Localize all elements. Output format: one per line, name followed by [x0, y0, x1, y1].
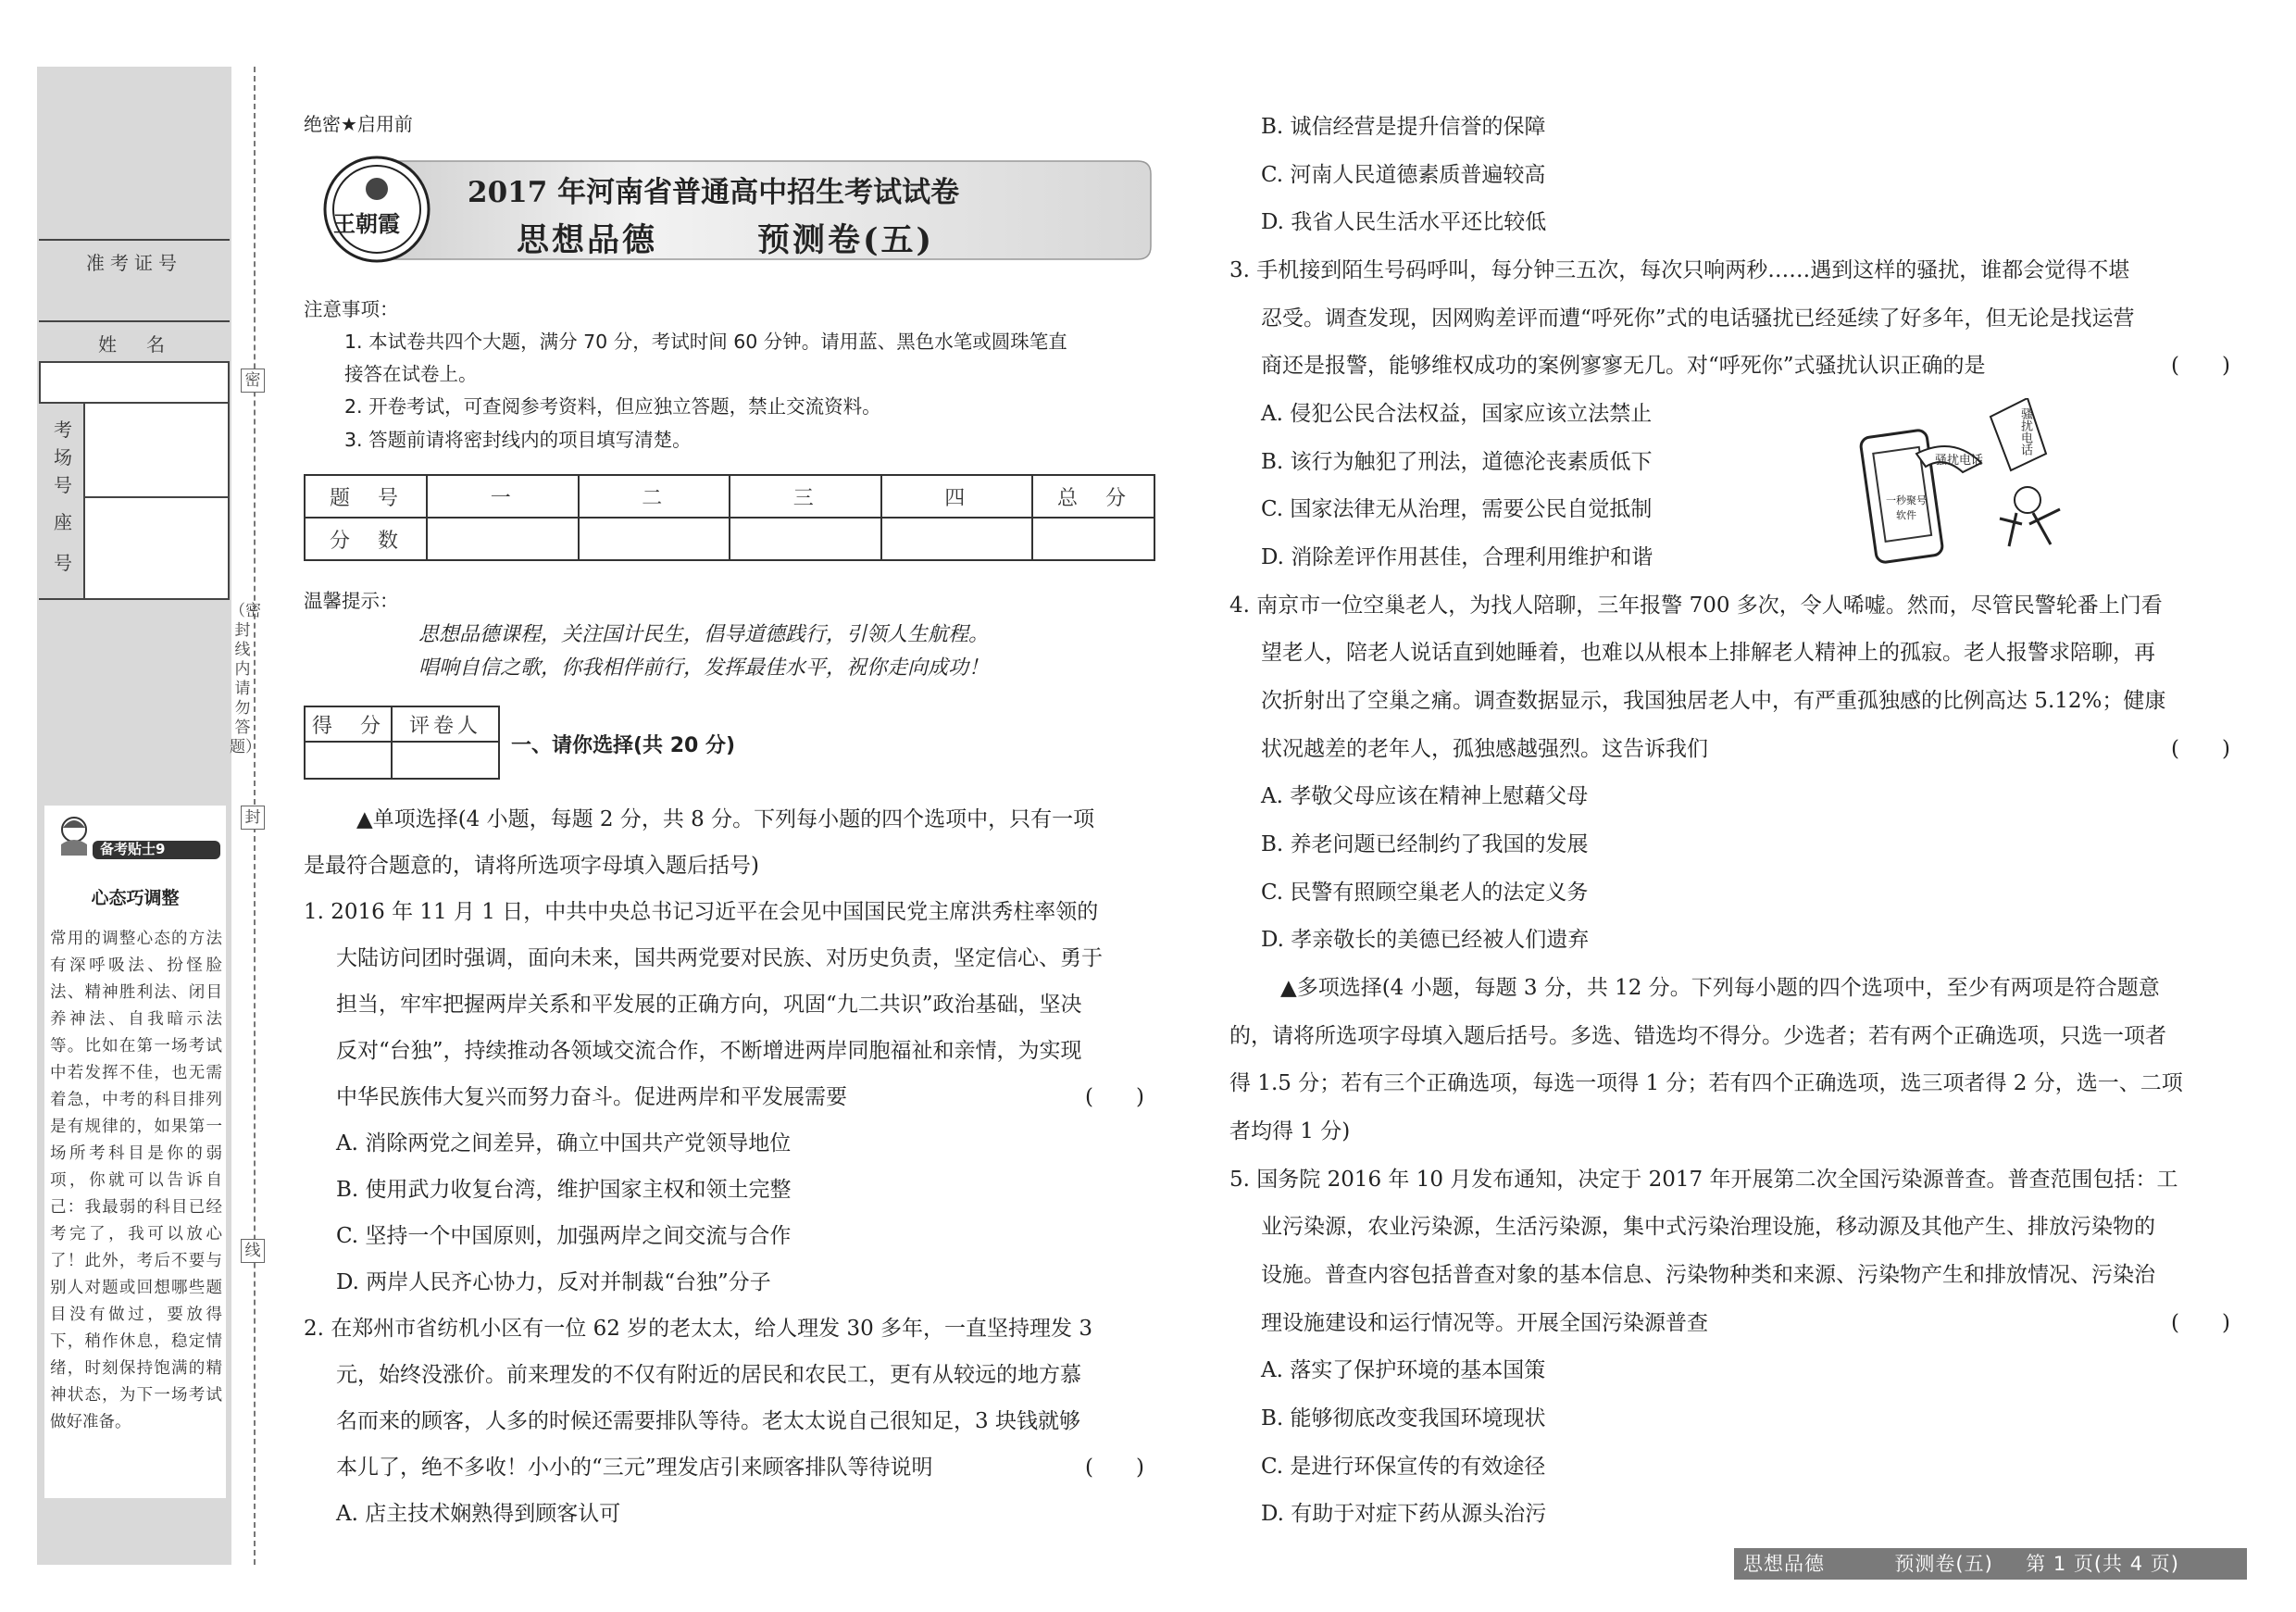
q5-answer-paren[interactable]: ( )	[2171, 1311, 2230, 1335]
cartoon-label-3: 一秒聚号软件	[1886, 494, 1927, 521]
score-table-header: 题 号	[305, 475, 427, 518]
q2-line-1: 2. 在郑州市省纺机小区有一位 62 岁的老太太，给人理发 30 多年，一直坚持理发 3	[304, 1317, 1092, 1341]
score-cell[interactable]	[579, 518, 730, 560]
q1-line-5: 中华民族伟大复兴而努力奋斗。促进两岸和平发展需要	[336, 1085, 847, 1109]
multi-choice-intro-2: 的，请将所选项字母填入题后括号。多选、错选均不得分。少选者；若有两个正确选项，只选一项者	[1229, 1024, 2166, 1048]
tip-title: 心态巧调整	[91, 888, 180, 908]
q4-line-4: 状况越差的老年人，孤独感越强烈。这告诉我们	[1261, 737, 1708, 761]
q4-answer-paren[interactable]: ( )	[2171, 737, 2230, 761]
q1-option-c: C. 坚持一个中国原则，加强两岸之间交流与合作	[336, 1224, 792, 1248]
tip-text: 常用的调整心态的方法有深呼吸法、扮怪脸法、精神胜利法、闭目养神法、自我暗示法等。比如在第一场考试中若发挥不佳，也无需着急，中考的科目排列是有规律的，如果第一场所考科目是你的弱项，你就可以告诉自己：我最弱的科目已经考完了，我可以放心了！此外，考后不要与别人对题或回想哪些题目没有做过，要放得下，稍作休息，稳定情绪，时刻保持饱满的精神状态，为下一场考试做好准备。	[50, 930, 222, 1431]
q3-line-1: 3. 手机接到陌生号码呼叫，每分钟三五次，每次只响两秒……遇到这样的骚扰，谁都会觉得不堪	[1229, 258, 2130, 282]
notice-item-2: 2. 开卷考试，可查阅参考资料，但应独立答题，禁止交流资料。	[344, 395, 881, 418]
single-choice-intro-2: 是最符合题意的，请将所选项字母填入题后括号)	[304, 854, 759, 878]
q2-option-c: C. 河南人民道德素质普遍较高	[1261, 163, 1546, 187]
q5-option-a: A. 落实了保护环境的基本国策	[1261, 1358, 1546, 1382]
section-1-title: 一、请你选择(共 20 分)	[511, 734, 736, 757]
exam-no-field[interactable]	[41, 281, 228, 319]
name-label: 姓 名	[98, 333, 170, 356]
score-cell[interactable]	[881, 518, 1033, 560]
q1-line-4: 反对“台独”，持续推动各领域交流合作，不断增进两岸同胞福祉和亲情，为实现	[336, 1039, 1082, 1063]
q4-line-1: 4. 南京市一位空巢老人，为找人陪聊，三年报警 700 多次，令人唏嘘。然而，尽管民警轮番上门看	[1229, 594, 2163, 618]
grader-label: 评卷人	[392, 706, 499, 742]
q2-option-b: B. 诚信经营是提升信誉的保障	[1261, 115, 1546, 139]
room-field[interactable]	[85, 406, 228, 494]
q1-option-a: A. 消除两党之间差异，确立中国共产党领导地位	[336, 1131, 792, 1156]
q4-option-b: B. 养老问题已经制约了我国的发展	[1261, 832, 1589, 856]
grader-score-cell[interactable]	[305, 742, 392, 779]
seal-char-feng: 封	[241, 806, 265, 830]
q4-option-a: A. 孝敬父母应该在精神上慰藉父母	[1261, 784, 1589, 808]
score-row-label: 分 数	[305, 518, 427, 560]
single-choice-intro: ▲单项选择(4 小题，每题 2 分，共 8 分。下列每小题的四个选项中，只有一项	[356, 807, 1095, 831]
reminder-line-2: 唱响自信之歌，你我相伴前行，发挥最佳水平，祝你走向成功！	[418, 656, 990, 680]
q4-line-3: 次折射出了空巢之痛。调查数据显示，我国独居老人中，有严重孤独感的比例高达 5.12%；健康	[1261, 689, 2166, 713]
cartoon-label-1: 骚扰电话	[2018, 407, 2032, 456]
seat-label-2: 号	[54, 552, 72, 574]
q5-line-4: 理设施建设和运行情况等。开展全国污染源普查	[1261, 1311, 1708, 1335]
q5-option-b: B. 能够彻底改变我国环境现状	[1261, 1406, 1546, 1431]
q1-line-2: 大陆访问团时强调，面向未来，国共两党要对民族、对历史负责，坚定信心、勇于	[336, 946, 1103, 970]
room-label-2: 场	[54, 446, 72, 469]
q2-answer-paren[interactable]: ( )	[1085, 1456, 1144, 1480]
q2-line-2: 元，始终没涨价。前来理发的不仅有附近的居民和农民工，更有从较远的地方慕	[336, 1363, 1081, 1387]
q3-option-c: C. 国家法律无从治理，需要公民自觉抵制	[1261, 497, 1653, 521]
footer-paper: 预测卷(五)	[1894, 1553, 1993, 1575]
q3-line-3: 商还是报警，能够维权成功的案例寥寥无几。对“呼死你”式骚扰认识正确的是	[1261, 354, 1986, 378]
exam-no-label: 准考证号	[86, 252, 182, 274]
room-label-1: 考	[54, 419, 72, 441]
q2-line-4: 本儿了，绝不多收！小小的“三元”理发店引来顾客排队等待说明	[336, 1456, 933, 1480]
seat-field[interactable]	[85, 498, 228, 596]
notice-item-1: 1. 本试卷共四个大题，满分 70 分，考试时间 60 分钟。请用蓝、黑色水笔或圆珠笔直	[344, 331, 1067, 353]
q1-option-b: B. 使用武力收复台湾，维护国家主权和领土完整	[336, 1178, 792, 1202]
phone-harassment-cartoon	[1852, 398, 2083, 565]
footer-subject: 思想品德	[1743, 1553, 1825, 1575]
q1-answer-paren[interactable]: ( )	[1085, 1085, 1144, 1109]
notice-item-3: 3. 答题前请将密封线内的项目填写清楚。	[344, 429, 692, 451]
reminder-line-1: 思想品德课程，关注国计民生，倡导道德践行，引领人生航程。	[418, 623, 990, 646]
notice-heading: 注意事项：	[304, 298, 399, 320]
q4-option-d: D. 孝亲敬长的美德已经被人们遗弃	[1261, 928, 1590, 952]
score-table-header: 一	[427, 475, 579, 518]
grader-table	[304, 706, 500, 780]
multi-choice-intro-3: 得 1.5 分；若有三个正确选项，每选一项得 1 分；若有四个正确选项，选三项者得 2 分，选一、二项	[1229, 1071, 2183, 1095]
q2-option-d: D. 我省人民生活水平还比较低	[1261, 210, 1547, 234]
q4-option-c: C. 民警有照顾空巢老人的法定义务	[1261, 881, 1589, 905]
q5-line-2: 业污染源，农业污染源，生活污染源，集中式污染治理设施，移动源及其他产生、排放污染物的	[1261, 1215, 2155, 1239]
score-table-header: 四	[881, 475, 1033, 518]
q3-answer-paren[interactable]: ( )	[2171, 354, 2230, 378]
exam-title: 2017 年河南省普通高中招生考试试卷	[468, 176, 960, 209]
subject-title: 思想品德	[517, 221, 658, 259]
q3-option-b: B. 该行为触犯了刑法，道德沦丧素质低下	[1261, 450, 1653, 474]
notice-item-1b: 接答在试卷上。	[344, 363, 478, 385]
q1-line-1: 1. 2016 年 11 月 1 日，中共中央总书记习近平在会见中国国民党主席洪秀柱率领的	[304, 900, 1099, 924]
score-table-header: 总 分	[1032, 475, 1154, 518]
multi-choice-intro-1: ▲多项选择(4 小题，每题 3 分，共 12 分。下列每小题的四个选项中，至少有两项是符合题意	[1280, 976, 2160, 1000]
paper-title: 预测卷(五)	[757, 221, 935, 259]
q5-option-c: C. 是进行环保宣传的有效途径	[1261, 1455, 1546, 1479]
q5-line-3: 设施。普查内容包括普查对象的基本信息、污染物种类和来源、污染物产生和排放情况、污染治	[1261, 1263, 2155, 1287]
score-cell[interactable]	[427, 518, 579, 560]
footer-page-number: 第 1 页(共 4 页)	[2026, 1553, 2179, 1575]
q2-line-3: 名而来的顾客，人多的时候还需要排队等待。老太太说自己很知足，3 块钱就够	[336, 1409, 1080, 1433]
q1-option-d: D. 两岸人民齐心协力，反对并制裁“台独”分子	[336, 1270, 771, 1294]
grader-score-label: 得 分	[305, 706, 392, 742]
score-cell[interactable]	[1032, 518, 1154, 560]
q1-line-3: 担当，牢牢把握两岸关系和平发展的正确方向，巩固“九二共识”政治基础，坚决	[336, 993, 1082, 1017]
q2-option-a: A. 店主技术娴熟得到顾客认可	[336, 1502, 621, 1526]
score-table-header: 三	[730, 475, 881, 518]
seal-warning: （密封线内请勿答题）	[230, 602, 261, 756]
tip-logo-text: 备考贴士9	[100, 841, 166, 857]
q3-option-d: D. 消除差评作用甚佳，合理利用维护和谐	[1261, 545, 1653, 569]
page-footer	[1734, 1548, 2247, 1580]
name-field[interactable]	[41, 363, 228, 400]
top-secret-label: 绝密★启用前	[304, 113, 413, 135]
score-cell[interactable]	[730, 518, 881, 560]
q3-line-2: 忍受。调查发现，因网购差评而遭“呼死你”式的电话骚扰已经延续了好多年，但无论是找运营	[1261, 306, 2135, 331]
score-table-header: 二	[579, 475, 730, 518]
seal-char-xian: 线	[241, 1239, 265, 1263]
q3-option-a: A. 侵犯公民合法权益，国家应该立法禁止	[1261, 402, 1653, 426]
q4-line-2: 望老人，陪老人说话直到她睡着，也难以从根本上排解老人精神上的孤寂。老人报警求陪聊，再	[1261, 641, 2155, 665]
reminder-heading: 温馨提示：	[304, 590, 399, 612]
grader-sign-cell[interactable]	[392, 742, 499, 779]
multi-choice-intro-4: 者均得 1 分)	[1229, 1119, 1351, 1143]
q5-option-d: D. 有助于对症下药从源头治污	[1261, 1502, 1547, 1526]
cartoon-label-2: 骚扰电话	[1935, 454, 1984, 468]
brand-logo-text: 王朝霞	[333, 210, 400, 237]
seal-char-mi: 密	[241, 369, 265, 393]
score-table	[304, 474, 1155, 561]
seat-label-1: 座	[54, 511, 72, 533]
room-label-3: 号	[54, 474, 72, 496]
q5-line-1: 5. 国务院 2016 年 10 月发布通知，决定于 2017 年开展第二次全国污染源普查。普查范围包括：工	[1229, 1168, 2178, 1192]
